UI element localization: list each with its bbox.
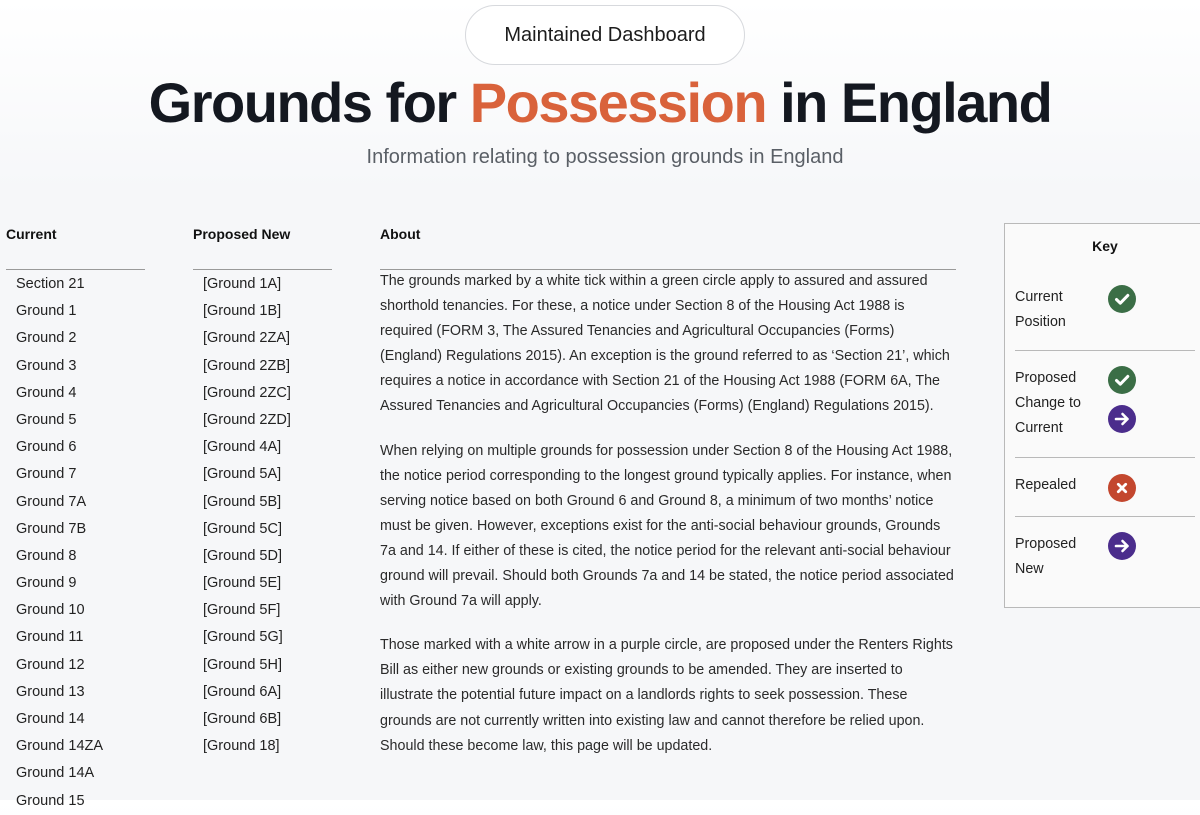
current-ground-item[interactable]: Ground 2 xyxy=(16,330,77,347)
current-column-heading: Current xyxy=(6,226,57,242)
proposed-ground-item[interactable]: [Ground 5G] xyxy=(203,629,283,646)
current-ground-item[interactable]: Ground 7B xyxy=(16,520,87,537)
current-ground-item[interactable]: Ground 14ZA xyxy=(16,738,104,755)
key-label-proposed-change: Proposed Change to Current xyxy=(1015,370,1081,436)
current-ground-item[interactable]: Ground 9 xyxy=(16,575,77,592)
proposed-ground-item[interactable]: [Ground 2ZC] xyxy=(203,384,291,401)
key-label-repealed: Repealed xyxy=(1015,477,1077,493)
about-paragraph: When relying on multiple grounds for possession under Section 8 of the Housing Act 1988, the notice period corresponding to the longest ground typically applies. For instance, when serving notice based on both Ground 6 and Ground 8, a minimum of two months’ notice must be given. However, exceptions exist for the anti-social behaviour grounds, Grounds 7a and 14. If either of these is cited, the notice period for the relevant anti-social behaviour ground will prevail. Should both Grounds 7a and 14 be stated, the notice period associated with Ground 7a will apply. xyxy=(380,442,954,610)
arrow-right-circle-icon xyxy=(1108,405,1136,433)
proposed-ground-item[interactable]: [Ground 5C] xyxy=(203,520,282,537)
key-divider xyxy=(1015,350,1195,351)
current-ground-item[interactable]: Ground 11 xyxy=(16,629,84,646)
current-ground-item[interactable]: Ground 3 xyxy=(16,357,77,374)
current-ground-item[interactable]: Ground 6 xyxy=(16,439,77,456)
current-ground-item[interactable]: Section 21 xyxy=(16,276,85,292)
current-ground-item[interactable]: Ground 14A xyxy=(16,765,95,782)
key-panel xyxy=(1004,223,1200,608)
arrow-right-circle-icon xyxy=(1108,532,1136,560)
key-divider xyxy=(1015,516,1195,517)
about-column-heading: About xyxy=(380,226,421,242)
current-ground-item[interactable]: Ground 12 xyxy=(16,656,85,673)
close-circle-icon xyxy=(1108,474,1136,502)
check-circle-icon xyxy=(1108,366,1136,394)
about-text xyxy=(380,269,956,778)
key-title: Key xyxy=(1092,238,1118,254)
proposed-ground-item[interactable]: [Ground 18] xyxy=(203,738,280,755)
maintained-dashboard-button[interactable] xyxy=(465,5,745,65)
proposed-ground-item[interactable]: [Ground 5F] xyxy=(203,602,281,619)
current-ground-item[interactable]: Ground 14 xyxy=(16,711,85,727)
current-ground-item[interactable]: Ground 5 xyxy=(16,411,77,428)
proposed-ground-item[interactable]: [Ground 2ZA] xyxy=(203,330,291,347)
proposed-ground-item[interactable]: [Ground 1B] xyxy=(203,303,282,320)
proposed-ground-item[interactable]: [Ground 5E] xyxy=(203,575,282,592)
proposed-ground-item[interactable]: [Ground 2ZD] xyxy=(203,411,291,428)
current-ground-item[interactable]: Ground 7 xyxy=(16,466,77,483)
key-label-current-position: Current Position xyxy=(1015,289,1066,330)
page-subtitle: Information relating to possession grounds in England xyxy=(366,146,844,168)
check-circle-icon xyxy=(1108,285,1136,313)
page-title xyxy=(0,70,1200,135)
key-divider xyxy=(1015,457,1195,458)
title-part-2: in England xyxy=(780,71,1052,134)
key-label-proposed-new: Proposed New xyxy=(1015,536,1077,577)
proposed-ground-item[interactable]: [Ground 1A] xyxy=(203,276,282,292)
proposed-column-divider xyxy=(193,269,332,270)
about-paragraph: Those marked with a white arrow in a purple circle, are proposed under the Renters Rights Bill as either new grounds or existing grounds to be amended. They are inserted to illustrate the potential future impact on a landlords rights to seek possession. These grounds are not currently written into existing law and cannot therefore be relied upon. Should these become law, this page will be updated. xyxy=(380,637,953,754)
title-accent: Possession xyxy=(469,71,767,134)
proposed-ground-item[interactable]: [Ground 6A] xyxy=(203,683,282,700)
current-ground-item[interactable]: Ground 13 xyxy=(16,683,85,700)
proposed-ground-item[interactable]: [Ground 4A] xyxy=(203,439,282,456)
current-column-divider xyxy=(6,269,145,270)
current-grounds-list xyxy=(16,271,103,815)
current-ground-item[interactable]: Ground 15 xyxy=(16,792,85,809)
current-ground-item[interactable]: Ground 4 xyxy=(16,384,77,401)
proposed-grounds-list xyxy=(203,271,291,760)
current-ground-item[interactable]: Ground 7A xyxy=(16,493,87,510)
title-part-1: Grounds for xyxy=(148,71,456,134)
proposed-ground-item[interactable]: [Ground 5A] xyxy=(203,466,282,483)
about-paragraph: The grounds marked by a white tick within a green circle apply to assured and assured shorthold tenancies. For these, a notice under Section 8 of the Housing Act 1988 is required (FORM 3, The Assured Tenancies and Agricultural Occupancies (Forms) (England) Regulations 2015). An exception is the ground referred to as ‘Section 21’, which requires a notice in accordance with Section 21 of the Housing Act 1988 (FORM 6A, The Assured Tenancies and Agricultural Occupancies (Forms) (England) Regulations 2015). xyxy=(380,273,950,415)
current-ground-item[interactable]: Ground 1 xyxy=(16,303,77,320)
proposed-ground-item[interactable]: [Ground 5H] xyxy=(203,656,282,673)
current-ground-item[interactable]: Ground 10 xyxy=(16,602,85,619)
proposed-ground-item[interactable]: [Ground 5D] xyxy=(203,547,282,564)
maintained-dashboard-label: Maintained Dashboard xyxy=(504,23,706,46)
proposed-ground-item[interactable]: [Ground 5B] xyxy=(203,493,282,510)
current-ground-item[interactable]: Ground 8 xyxy=(16,547,77,564)
proposed-ground-item[interactable]: [Ground 6B] xyxy=(203,711,282,727)
proposed-column-heading: Proposed New xyxy=(193,226,291,242)
proposed-ground-item[interactable]: [Ground 2ZB] xyxy=(203,357,291,374)
